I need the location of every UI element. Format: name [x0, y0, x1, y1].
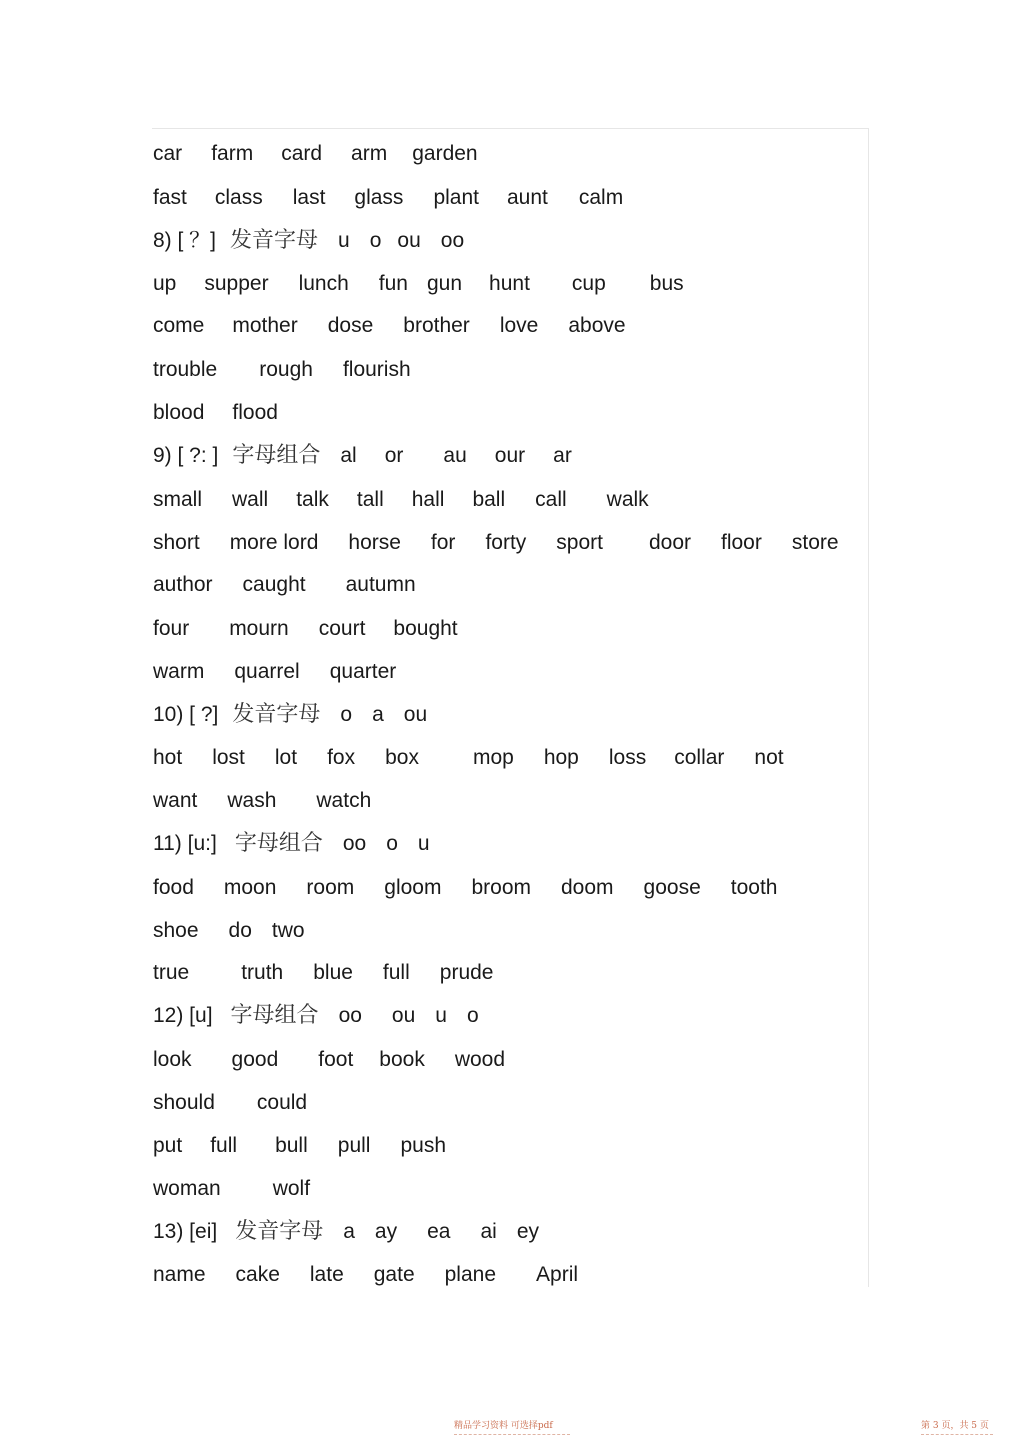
- word-line: [153, 269, 684, 299]
- word: rough: [259, 358, 313, 381]
- word: fast: [153, 186, 187, 209]
- word: come: [153, 314, 205, 337]
- word-line: [153, 1131, 446, 1161]
- word: push: [400, 1134, 447, 1157]
- word: mother: [232, 314, 298, 337]
- word: autumn: [345, 573, 416, 596]
- word-line: [153, 311, 626, 341]
- word: not: [754, 746, 784, 769]
- word: truth: [241, 961, 284, 984]
- word: room: [306, 876, 355, 899]
- word: short: [153, 531, 200, 554]
- word: court: [318, 617, 366, 640]
- word-line: [153, 1001, 479, 1031]
- word: hot: [153, 746, 183, 769]
- word: gloom: [384, 876, 442, 899]
- word: brother: [403, 314, 470, 337]
- word-line: [153, 528, 839, 558]
- word: foot: [318, 1048, 354, 1071]
- word: flourish: [342, 358, 411, 381]
- word: flood: [232, 401, 278, 424]
- section-label: 发音字母: [230, 228, 319, 253]
- word: oo: [338, 1004, 362, 1027]
- word-line: [153, 657, 396, 687]
- word: horse: [348, 531, 401, 554]
- word: prude: [439, 961, 494, 984]
- section-heading: 13) [ei]: [153, 1220, 218, 1243]
- word: warm: [153, 660, 205, 683]
- word: supper: [204, 272, 269, 295]
- word: fox: [327, 746, 356, 769]
- word: walk: [606, 488, 649, 511]
- word: caught: [242, 573, 306, 596]
- word-line: [153, 398, 278, 428]
- word: April: [536, 1263, 579, 1286]
- word-line: [153, 700, 427, 730]
- word: o: [386, 832, 398, 855]
- word: bull: [275, 1134, 308, 1157]
- word-line: [153, 786, 371, 816]
- word: up: [153, 272, 177, 295]
- word: woman: [153, 1177, 221, 1200]
- word: ey: [516, 1220, 539, 1243]
- word: arm: [351, 142, 388, 165]
- word: mop: [472, 746, 514, 769]
- word: for: [430, 531, 456, 554]
- footer-left-note: 精品学习资料 可选择pdf: [454, 1421, 553, 1431]
- word: talk: [296, 488, 329, 511]
- word: hunt: [489, 272, 530, 295]
- word: quarrel: [234, 660, 300, 683]
- word: cup: [571, 272, 606, 295]
- word-line: [153, 485, 649, 515]
- word-line: [153, 139, 478, 169]
- word-line: [153, 873, 777, 903]
- word: small: [153, 488, 203, 511]
- word: class: [214, 186, 263, 209]
- word: ar: [553, 444, 572, 467]
- word: hop: [543, 746, 579, 769]
- word-line: [153, 183, 623, 213]
- word: u: [338, 229, 350, 252]
- word: above: [568, 314, 626, 337]
- section-heading: 12) [u]: [153, 1004, 213, 1027]
- word: floor: [721, 531, 762, 554]
- word-line: [153, 958, 494, 988]
- word: food: [153, 876, 194, 899]
- word: tooth: [730, 876, 778, 899]
- word-line: [153, 570, 416, 600]
- word: cake: [235, 1263, 280, 1286]
- word: hall: [411, 488, 445, 511]
- word-line: [153, 829, 430, 859]
- section-label: 字母组合: [230, 1003, 319, 1028]
- word: sport: [556, 531, 603, 554]
- word: or: [384, 444, 404, 467]
- word: aunt: [506, 186, 548, 209]
- word-line: [153, 1045, 505, 1075]
- word: shoe: [153, 919, 199, 942]
- word-line: [153, 1217, 539, 1247]
- word: garden: [412, 142, 478, 165]
- word: blue: [313, 961, 353, 984]
- word: author: [153, 573, 213, 596]
- word: ea: [427, 1220, 451, 1243]
- section-heading: 11) [u:]: [153, 832, 217, 855]
- word: our: [494, 444, 526, 467]
- word: should: [153, 1091, 215, 1114]
- word: good: [231, 1048, 279, 1071]
- word: tall: [356, 488, 384, 511]
- word: farm: [211, 142, 254, 165]
- word: want: [153, 789, 198, 812]
- word: last: [292, 186, 326, 209]
- word: trouble: [153, 358, 218, 381]
- word-line: [153, 1174, 310, 1204]
- page-number: 第 3 页，共 5 页: [921, 1421, 989, 1431]
- word: look: [153, 1048, 192, 1071]
- word: wolf: [272, 1177, 311, 1200]
- word-line: [153, 916, 305, 946]
- word: oo: [342, 832, 367, 855]
- word: could: [256, 1091, 308, 1114]
- word: quarter: [329, 660, 397, 683]
- word: watch: [316, 789, 372, 812]
- footer-right-divider: [921, 1434, 993, 1435]
- word: oo: [440, 229, 465, 252]
- word: box: [385, 746, 419, 769]
- word: dose: [327, 314, 374, 337]
- word: gun: [426, 272, 463, 295]
- word: pull: [337, 1134, 371, 1157]
- word: mourn: [229, 617, 289, 640]
- word: ball: [472, 488, 506, 511]
- section-label: 发音字母: [235, 1219, 324, 1244]
- word: collar: [674, 746, 725, 769]
- word: four: [153, 617, 190, 640]
- word: put: [153, 1134, 183, 1157]
- word: name: [153, 1263, 206, 1286]
- word: two: [271, 919, 305, 942]
- word: door: [648, 531, 691, 554]
- word: ou: [397, 229, 421, 252]
- word: plant: [433, 186, 479, 209]
- word: o: [369, 229, 382, 252]
- word: doom: [561, 876, 614, 899]
- word-line: [153, 1088, 307, 1118]
- word: ay: [374, 1220, 398, 1243]
- word: plane: [444, 1263, 497, 1286]
- word: store: [791, 531, 839, 554]
- word: full: [210, 1134, 238, 1157]
- section-heading: 9) [ ?: ]: [153, 444, 219, 467]
- word: au: [443, 444, 467, 467]
- word: glass: [354, 186, 404, 209]
- word: book: [379, 1048, 425, 1071]
- word: lot: [274, 746, 298, 769]
- section-heading: 8) [ ？]: [153, 229, 217, 252]
- word-line: [153, 226, 464, 256]
- section-label: 字母组合: [232, 443, 321, 468]
- word: full: [382, 961, 410, 984]
- word: loss: [608, 746, 647, 769]
- word: goose: [643, 876, 701, 899]
- word: ou: [403, 703, 428, 726]
- word-line: [153, 355, 411, 385]
- word: al: [340, 444, 357, 467]
- word: ou: [391, 1004, 416, 1027]
- word: blood: [153, 401, 205, 424]
- word-line: [153, 1260, 578, 1290]
- word: more lord: [229, 531, 319, 554]
- word-line: [153, 614, 458, 644]
- word: forty: [485, 531, 527, 554]
- word: o: [466, 1004, 479, 1027]
- word: bus: [649, 272, 684, 295]
- word: call: [535, 488, 567, 511]
- word: broom: [471, 876, 531, 899]
- word: calm: [578, 186, 624, 209]
- word: wash: [227, 789, 277, 812]
- word: car: [153, 142, 183, 165]
- word-line: [153, 743, 784, 773]
- word: lunch: [298, 272, 349, 295]
- word-line: [153, 441, 572, 471]
- word: lost: [212, 746, 245, 769]
- word: true: [153, 961, 190, 984]
- word: card: [281, 142, 323, 165]
- section-label: 字母组合: [234, 831, 323, 856]
- word: wood: [454, 1048, 506, 1071]
- word: moon: [223, 876, 277, 899]
- word: ai: [480, 1220, 497, 1243]
- word: o: [340, 703, 353, 726]
- word: wall: [232, 488, 269, 511]
- word: love: [499, 314, 539, 337]
- footer-left-divider: [454, 1434, 570, 1435]
- word: a: [343, 1220, 355, 1243]
- word: u: [417, 832, 430, 855]
- word: do: [228, 919, 252, 942]
- word: u: [435, 1004, 447, 1027]
- word: late: [309, 1263, 344, 1286]
- section-heading: 10) [ ?]: [153, 703, 219, 726]
- word: bought: [393, 617, 458, 640]
- word: a: [372, 703, 384, 726]
- word: fun: [378, 272, 408, 295]
- word: gate: [373, 1263, 415, 1286]
- section-label: 发音字母: [232, 702, 321, 727]
